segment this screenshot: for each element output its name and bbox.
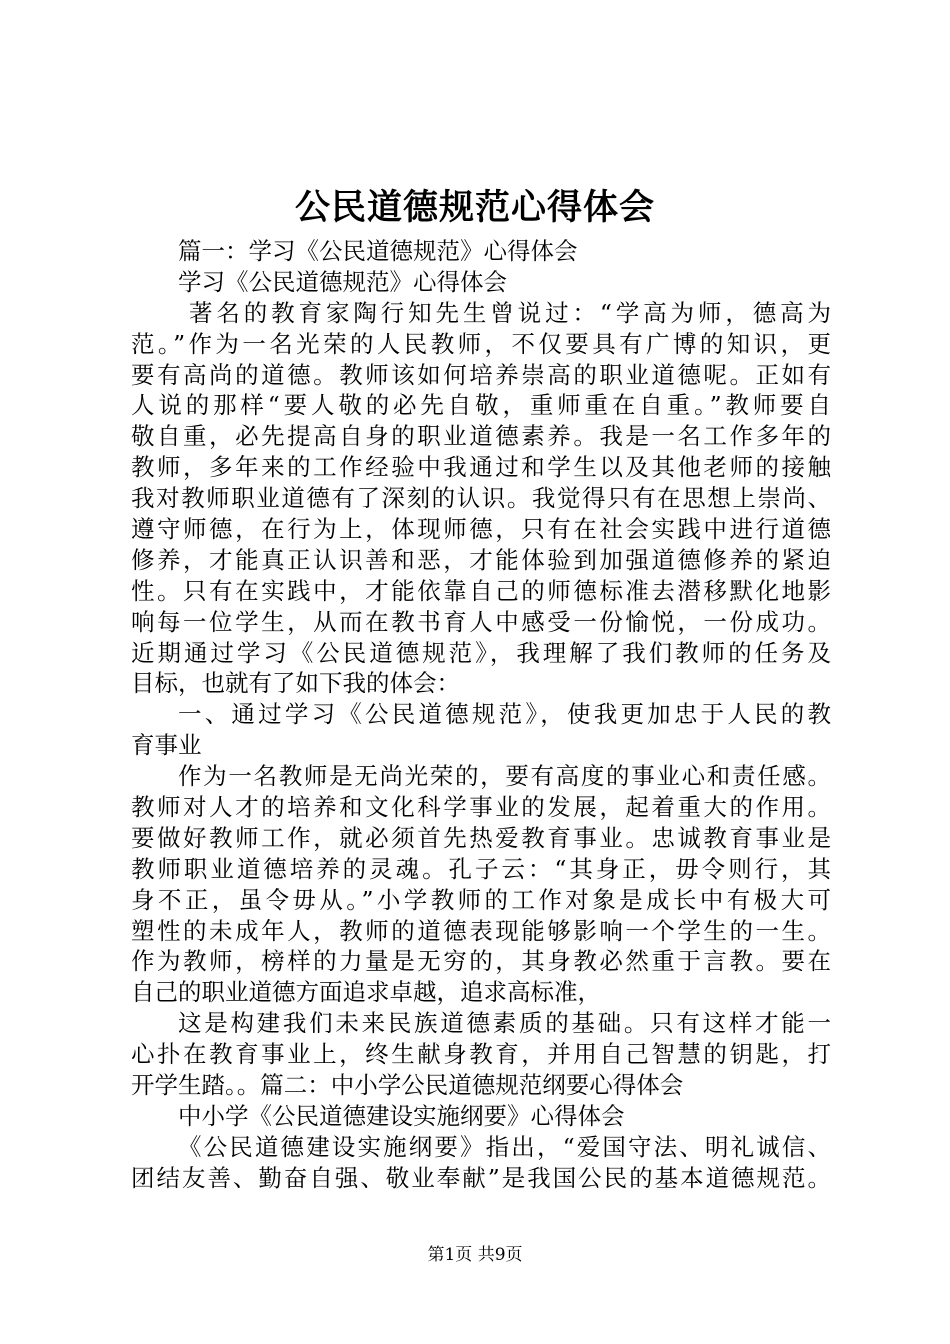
text-line: 目标，也就有了如下我的体会： — [131, 669, 460, 698]
text-line: 育事业 — [131, 731, 202, 760]
text-line: 性。只有在实践中，才能依靠自己的师德标准去潜移默化地影 — [131, 576, 831, 605]
text-line: 修养，才能真正认识善和恶，才能体验到加强道德修养的紧迫 — [131, 545, 831, 574]
document-body — [131, 236, 831, 1194]
document-title: 公民道德规范心得体会 — [294, 187, 655, 228]
text-line: 人说的那样“要人敬的必先自敬，重师重在自重。”教师要自 — [131, 391, 831, 420]
text-line: 塑性的未成年人，教师的道德表现能够影响一个学生的一生。 — [131, 916, 831, 945]
text-line: 著名的教育家陶行知先生曾说过：“学高为师，德高为 — [189, 298, 831, 327]
text-line: 中小学《公民道德建设实施纲要》心得体会 — [178, 1101, 625, 1130]
text-line: 开学生踏。。篇二：中小学公民道德规范纲要心得体会 — [131, 1071, 684, 1100]
text-line: 近期通过学习《公民道德规范》，我理解了我们教师的任务及 — [131, 638, 831, 667]
text-line: 我对教师职业道德有了深刻的认识。我觉得只有在思想上崇尚、 — [131, 484, 831, 513]
text-line: 这是构建我们未来民族道德素质的基础。只有这样才能一 — [178, 1009, 831, 1038]
text-line: 要做好教师工作，就必须首先热爱教育事业。忠诚教育事业是 — [131, 823, 831, 852]
page-number: 第1页 共9页 — [427, 1245, 523, 1265]
text-line: 自己的职业道德方面追求卓越，追求高标准， — [131, 978, 601, 1007]
text-line: 教师对人才的培养和文化科学事业的发展，起着重大的作用。 — [131, 793, 831, 822]
text-line: 遵守师德，在行为上，体现师德，只有在社会实践中进行道德 — [131, 515, 831, 544]
text-line: 敬自重，必先提高自身的职业道德素养。我是一名工作多年的 — [131, 422, 831, 451]
text-line: 心扑在教育事业上，终生献身教育，并用自己智慧的钥匙，打 — [131, 1040, 831, 1069]
text-line: 《公民道德建设实施纲要》指出，“爱国守法、明礼诚信、 — [178, 1132, 831, 1161]
text-line: 篇一：学习《公民道德规范》心得体会 — [178, 237, 578, 265]
text-line: 响每一位学生，从而在教书育人中感受一份愉悦，一份成功。 — [131, 607, 831, 636]
text-line: 教师职业道德培养的灵魂。孔子云：“其身正，毋令则行，其 — [131, 854, 831, 883]
text-line: 教师，多年来的工作经验中我通过和学生以及其他老师的接触 — [131, 453, 831, 482]
text-line: 要有高尚的道德。教师该如何培养崇高的职业道德呢。正如有 — [131, 360, 831, 389]
text-line: 身不正，虽令毋从。”小学教师的工作对象是成长中有极大可 — [131, 885, 831, 914]
text-line: 团结友善、勤奋自强、敬业奉献”是我国公民的基本道德规范。 — [131, 1163, 831, 1192]
text-line: 作为教师，榜样的力量是无穷的，其身教必然重于言教。要在 — [131, 947, 831, 976]
text-line: 范。”作为一名光荣的人民教师，不仅要具有广博的知识，更 — [131, 329, 831, 358]
text-line: 一、通过学习《公民道德规范》，使我更加忠于人民的教 — [178, 700, 831, 729]
text-line: 学习《公民道德规范》心得体会 — [178, 267, 507, 296]
text-line: 作为一名教师是无尚光荣的，要有高度的事业心和责任感。 — [178, 762, 831, 791]
